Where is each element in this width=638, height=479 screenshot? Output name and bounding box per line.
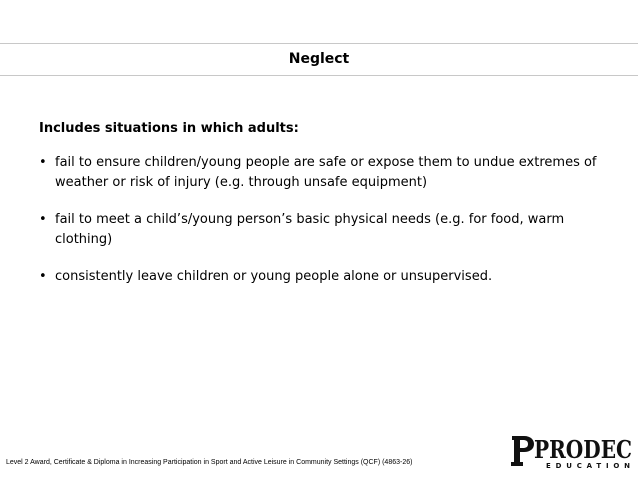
top-divider: [0, 43, 638, 44]
bullet-item: [39, 153, 609, 193]
logo-tagline: EDUCATION: [546, 462, 630, 470]
bullet-line: consistently leave children or young people alone or unsupervised.: [55, 269, 493, 284]
bullet-dot-icon: •: [39, 155, 47, 170]
bullet-line: clothing): [55, 232, 113, 247]
bullet-line: fail to meet a child’s/young person’s basic physical needs (e.g. for food, warm: [55, 212, 565, 227]
prodec-logo: [510, 432, 634, 470]
intro-text: Includes situations in which adults:: [39, 121, 299, 136]
bullet-line: fail to ensure children/young people are safe or expose them to undue extremes of: [55, 155, 597, 170]
bullet-item: [39, 210, 609, 250]
footer-course-text: Level 2 Award, Certificate & Diploma in Increasing Participation in Sport and Active Leisure in Community Settings (QCF) (4863-26): [6, 459, 413, 466]
slide-title: [0, 50, 638, 68]
bullet-dot-icon: •: [39, 212, 47, 227]
bullet-item: [39, 267, 609, 287]
bullet-line: weather or risk of injury (e.g. through unsafe equipment): [55, 175, 428, 190]
title-divider: [0, 75, 638, 76]
bullet-dot-icon: •: [39, 269, 47, 284]
logo-p-icon: [511, 436, 534, 466]
logo-wordmark: PRODEC: [534, 435, 632, 464]
bullet-list: [39, 153, 609, 304]
slide-title-text: Neglect: [288, 51, 350, 67]
